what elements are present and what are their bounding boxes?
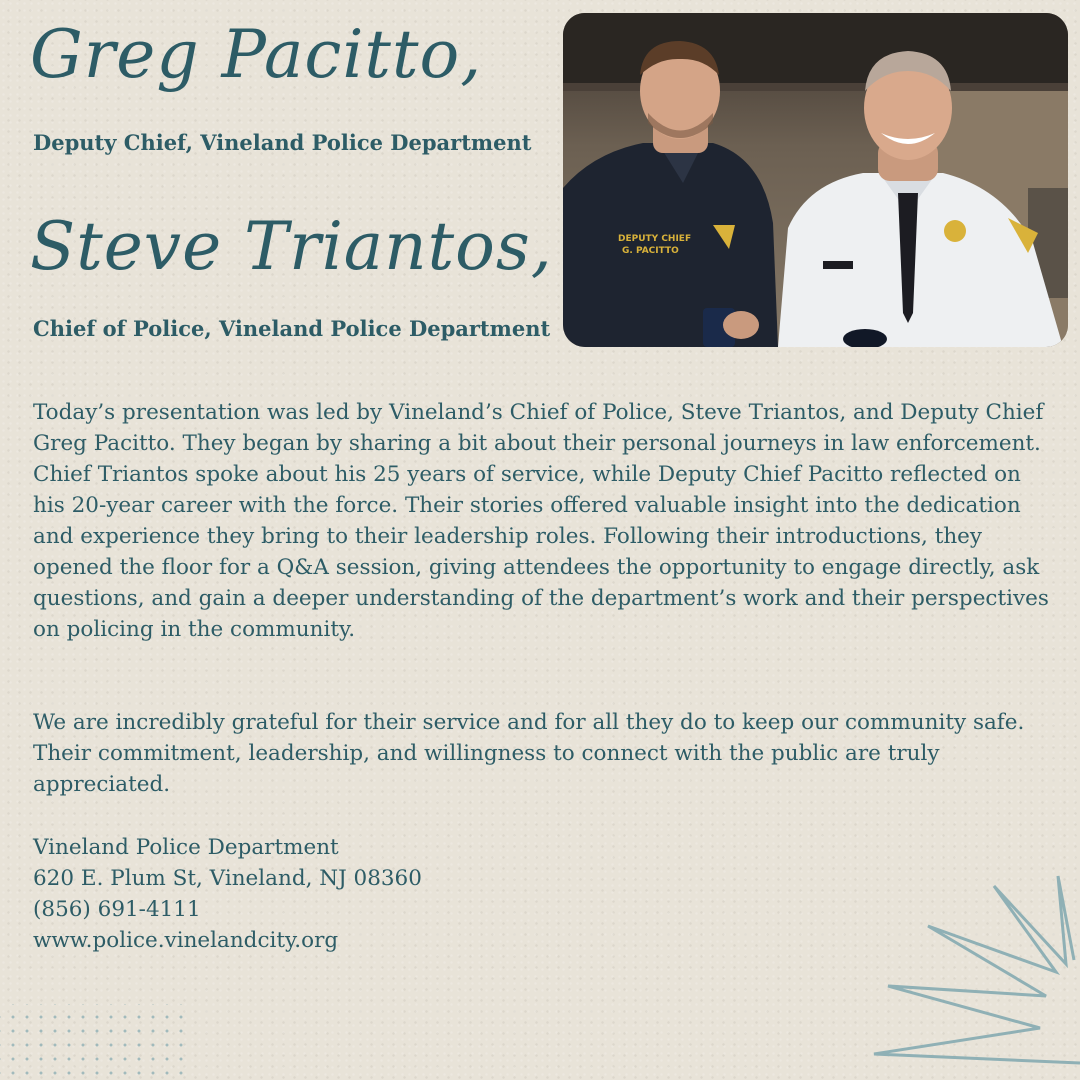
body-paragraph-2: We are incredibly grateful for their service and for all they do to keep our community safe. Their commitment, leadership, and willingness to connect with the public are truly appreciated. (33, 710, 1025, 797)
contact-org: Vineland Police Department (33, 835, 339, 860)
contact-website[interactable]: www.police.vinelandcity.org (33, 928, 339, 953)
shirt-text-line2: G. PACITTO (622, 246, 679, 256)
group-photo (563, 13, 1068, 347)
dot-pattern-decoration (0, 1004, 190, 1080)
contact-phone: (856) 691-4111 (33, 897, 201, 922)
starburst-icon (870, 868, 1080, 1080)
body-paragraph-1: Today’s presentation was led by Vineland’s Chief of Police, Steve Triantos, and Deputy Chief Greg Pacitto. They began by sharing a bit about their personal journeys in law enforcement. Chief Triantos spoke about his 25 years of service, while Deputy Chief Pacitto reflected on his 20-year career with the force. Their stories offered valuable insight into the dedication and experience they bring to their leadership roles. Following their introductions, they opened the floor for a Q&A session, giving attendees the opportunity to engage directly, ask questions, and gain a deeper understanding of the department’s work and their perspectives on policing in the community. (33, 400, 1049, 642)
group-photo-icon (563, 13, 1068, 347)
shirt-text-line1: DEPUTY CHIEF (618, 234, 692, 244)
person-title-steve: Chief of Police, Vineland Police Department (33, 316, 551, 341)
contact-address: 620 E. Plum St, Vineland, NJ 08360 (33, 866, 422, 891)
contact-block (33, 832, 422, 956)
person-name-greg: Greg Pacitto, (30, 16, 483, 93)
person-title-greg: Deputy Chief, Vineland Police Department (33, 130, 532, 155)
person-name-steve: Steve Triantos, (30, 208, 553, 285)
